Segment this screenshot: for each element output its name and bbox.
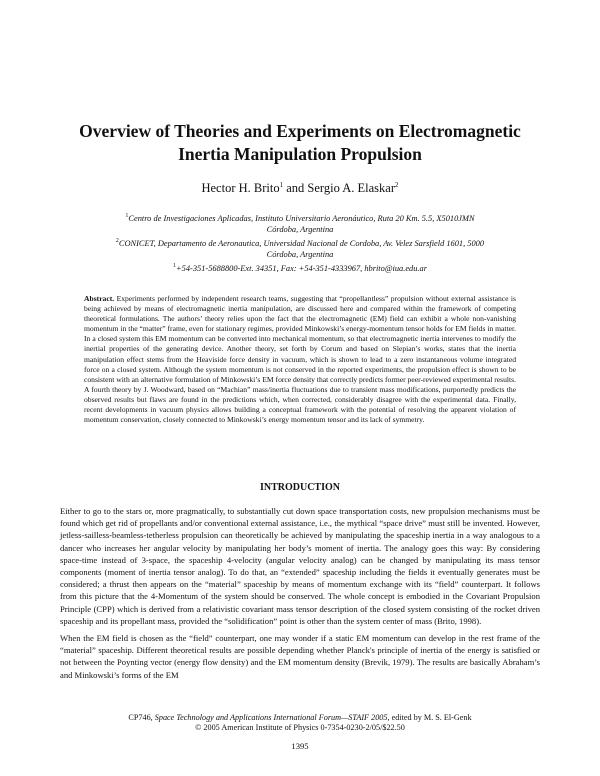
affiliation-mark: 1 <box>125 213 129 219</box>
abstract-label: Abstract. <box>84 294 115 303</box>
title-line-2: Inertia Manipulation Propulsion <box>178 144 422 164</box>
contact-text: +54-351-5688800-Ext. 34351, Fax: +54-351-4333967, hbrito@iua.edu.ar <box>176 263 427 273</box>
section-heading-introduction: INTRODUCTION <box>259 482 340 493</box>
paper-title <box>60 120 540 166</box>
affiliation-text: CONICET, Departamento de Aeronautica, Universidad Nacional de Cordoba, Av. Velez Sarsfield 1601, 5000 <box>118 238 485 248</box>
abstract-text: Experiments performed by independent research teams, suggesting that “propellantless” propulsion without external assistance is being achieved by means of electromagnetic inertia manipulation, are discussed here and compared within the framework of competing theoretical formulations. The authors’ theory relies upon the fact that the electromagnetic (EM) field can exhibit a whole non-vanishing momentum in the “matter” frame, even for stationary regimes, provided Minkowski’s energy-momentum tensor holds for EM fields in matter. In a closed system this EM momentum can be converted into mechanical momentum, so that electromagnetic inertia intervenes to modify the inertial properties of the generating device. Another theory, set forth by Corum and based on Slepian’s works, states that the inertia manipulation effect stems from the Heaviside force density in vacuum, which is shown to lead to a zero instantaneous volume integrated force on a closed system. Although the system momentum is not conserved in the reported experiments, the propulsion effect is shown to be consistent with an alternative formulation of Minkowski’s EM force density that correctly predicts former peer-reviewed experimental results. A fourth theory by J. Woodward, based on “Machian” mass/inertia fluctuations due to transient mass modifications, purportedly predicts the observed results but flaws are found in the predictions which, when corrected, considerably disagree with the experimental data. Finally, recent developments in vacuum physics allows building a conceptual framework with the potential of resolving the apparent violation of momentum conservation, closely connected to Minkowski’s energy momentum tensor and its lack of symmetry. <box>84 294 516 425</box>
author-affiliation-mark: 2 <box>395 181 399 189</box>
author-name: Sergio A. Elaskar <box>307 181 396 196</box>
affiliation-1 <box>80 211 520 235</box>
affiliation-city: Córdoba, Argentina <box>266 249 334 259</box>
affiliation-mark: 1 <box>173 263 177 269</box>
affiliation-2 <box>80 236 520 260</box>
body-paragraph-2: When the EM field is chosen as the “field” counterpart, one may wonder if a static EM momentum can develop in the rest frame of the “material” spaceship. Different theoretical results are possible depending whether Planck's principle of inertia of the energy is satisfied or not between the Poynting vector (energy flow density) and the EM momentum density (Brevik, 1979). The results are basically Abraham’s and Minkowski’s forms of the EM <box>60 633 540 680</box>
author-affiliation-mark: 1 <box>279 181 284 189</box>
affiliation-text: Centro de Investigaciones Aplicadas, Instituto Universitario Aeronáutico, Ruta 20 Km. 5.5, X5010JMN <box>128 213 475 223</box>
title-line-1: Overview of Theories and Experiments on Electromagnetic <box>79 121 521 141</box>
footer-suffix: , edited by M. S. El-Genk <box>387 713 472 722</box>
abstract <box>84 294 516 425</box>
footer-citation <box>60 713 540 733</box>
author-list <box>60 177 540 196</box>
affiliation-city: Córdoba, Argentina <box>266 224 334 234</box>
footer-proceedings: Space Technology and Applications International Forum—STAIF 2005 <box>154 713 388 722</box>
footer-prefix: CP746, <box>128 713 155 722</box>
body-paragraph-1: Either to go to the stars or, more pragmatically, to substantially cut down space transportation costs, new propulsion mechanisms must be found which get rid of propellants and/or conventional external assistance, i.e., the mythical “space drive” must still be invented. However, jetless-sailless-beamless-tetherless propulsion can theoretically be achieved by manipulating the spaceship inertia in a way analogous to a dancer who increases her angular velocity by manipulating her body’s moment of inertia. The analogy goes this way: By considering space-time instead of 3-space, the spaceship 4-velocity (angular velocity analog) can be changed by manipulating its mass tensor components (moment of inertia tensor analog). To do that, an “extended” spaceship including the fields it eventually generates must be considered; a thrust then appears on the “material” spaceship by means of momentum exchange with its “field” counterpart. It follows from this picture that the 4-Momentum of the system should be conserved. The whole concept is embodied in the Covariant Propulsion Principle (CPP) which is derived from a relativistic covariant mass tensor description of the closed system consisting of the rocket driven spaceship and its propellant mass, provided the “solidification” point is other than the system center of mass (Brito, 1998). <box>60 506 540 626</box>
page-number: 1395 <box>291 741 309 751</box>
author-name: Hector H. Brito <box>201 181 280 196</box>
author-conjunction: and <box>283 181 308 196</box>
contact-info <box>80 261 520 274</box>
footer-copyright: © 2005 American Institute of Physics 0-7354-0230-2/05/$22.50 <box>195 723 405 732</box>
affiliation-mark: 2 <box>115 238 119 244</box>
